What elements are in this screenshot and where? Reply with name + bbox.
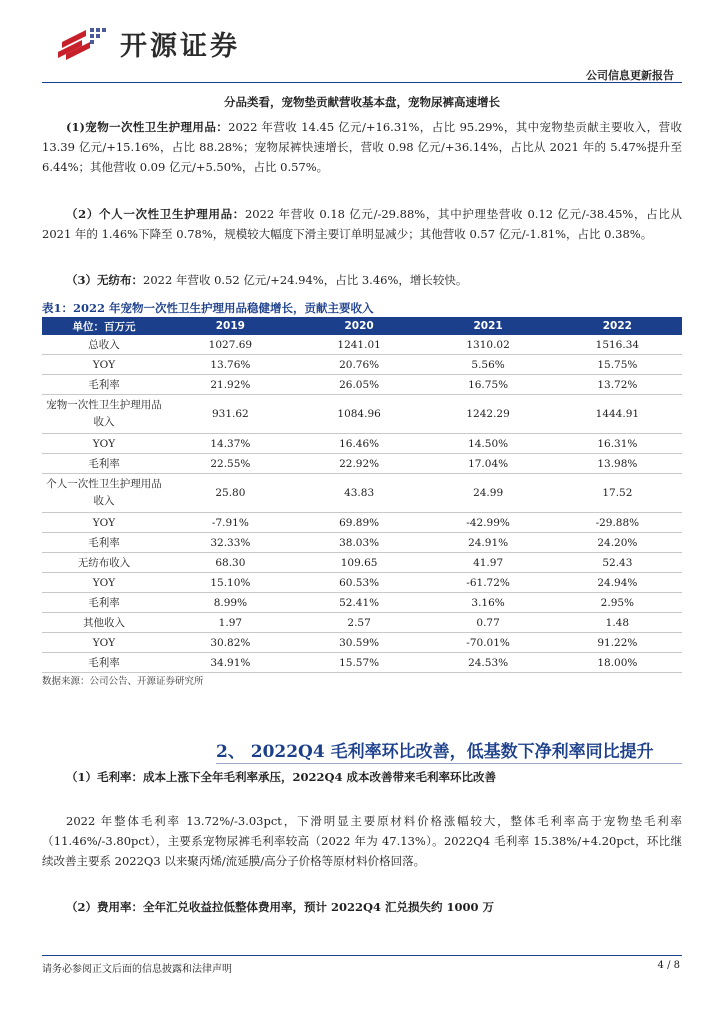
table-cell: 32.33% bbox=[166, 533, 295, 553]
row-label: YOY bbox=[42, 513, 166, 533]
table-cell: 931.62 bbox=[166, 395, 295, 434]
table-cell: 1444.91 bbox=[553, 395, 682, 434]
table-header-cell: 2021 bbox=[423, 317, 552, 335]
table-cell: 24.94% bbox=[553, 573, 682, 593]
table-cell: 1084.96 bbox=[295, 395, 424, 434]
table-cell: 24.91% bbox=[423, 533, 552, 553]
table-row bbox=[42, 375, 682, 395]
table-cell: 16.75% bbox=[423, 375, 552, 395]
table-cell: 52.41% bbox=[295, 593, 424, 613]
table-row bbox=[42, 454, 682, 474]
table-cell: 30.59% bbox=[295, 633, 424, 653]
row-label: 其他收入 bbox=[42, 613, 166, 633]
row-label: 毛利率 bbox=[42, 533, 166, 553]
company-name: 开源证券 bbox=[120, 31, 240, 62]
gross-margin-body: 2022 年整体毛利率 13.72%/-3.03pct，下滑明显主要原材料价格涨幅较大，整体毛利率高于宠物垫毛利率（11.46%/-3.80pct），主要系宠物尿裤毛利率较高（2022 年为 47.13%）。2022Q4 毛利率 15.38%/+4.20pct，环比继续改善主要系 2022Q3 以来聚丙烯/流延膜/高分子价格等原材料价格回落。 bbox=[42, 814, 682, 868]
row-label: 毛利率 bbox=[42, 593, 166, 613]
table-cell: 15.75% bbox=[553, 355, 682, 375]
table-cell: 38.03% bbox=[295, 533, 424, 553]
table-header-cell: 2022 bbox=[553, 317, 682, 335]
table-row bbox=[42, 613, 682, 633]
table-header-row bbox=[42, 317, 682, 335]
table-cell: 43.83 bbox=[295, 474, 424, 513]
intro-heading: 分品类看，宠物垫贡献营收基本盘，宠物尿裤高速增长 bbox=[224, 95, 500, 109]
table-row bbox=[42, 573, 682, 593]
table-cell: 18.00% bbox=[553, 653, 682, 673]
paragraph-text: 2022 年营收 0.18 亿元/-29.88%，其中护理垫营收 0.12 亿元/-38.45%，占比从 2021 年的 1.46%下降至 0.78%，规模较大幅度下滑主要订单明显减少；其他营收 0.57 亿元/-1.81%，占比 0.38%。 bbox=[42, 207, 682, 241]
table-cell: 69.89% bbox=[295, 513, 424, 533]
table-cell: 1241.01 bbox=[295, 335, 424, 355]
table-cell: -61.72% bbox=[423, 573, 552, 593]
table-cell: 24.20% bbox=[553, 533, 682, 553]
table-row bbox=[42, 533, 682, 553]
table-row bbox=[42, 553, 682, 573]
table-cell: 25.80 bbox=[166, 474, 295, 513]
revenue-table bbox=[42, 317, 682, 673]
table-cell: 14.37% bbox=[166, 434, 295, 454]
paragraph-personal-products bbox=[42, 204, 682, 244]
paragraph-nonwoven bbox=[42, 270, 682, 290]
table-cell: 17.52 bbox=[553, 474, 682, 513]
row-label: 毛利率 bbox=[42, 454, 166, 474]
table-header-cell: 2020 bbox=[295, 317, 424, 335]
subsection-expense-ratio: （2）费用率：全年汇兑收益拉低整体费用率，预计 2022Q4 汇兑损失约 1000 万 bbox=[66, 900, 495, 914]
table-cell: 15.57% bbox=[295, 653, 424, 673]
table-cell: 3.16% bbox=[423, 593, 552, 613]
table-row bbox=[42, 355, 682, 375]
row-label: 个人一次性卫生护理用品收入 bbox=[42, 474, 166, 513]
table-cell: 14.50% bbox=[423, 434, 552, 454]
table-row bbox=[42, 434, 682, 454]
table-cell: 8.99% bbox=[166, 593, 295, 613]
table-title: 表1：2022 年宠物一次性卫生护理用品稳健增长，贡献主要收入 bbox=[42, 301, 374, 315]
table-row bbox=[42, 593, 682, 613]
table-cell: 24.53% bbox=[423, 653, 552, 673]
section-divider bbox=[216, 763, 682, 764]
table-cell: 22.92% bbox=[295, 454, 424, 474]
logo-mark-icon bbox=[58, 30, 90, 60]
table-row bbox=[42, 395, 682, 434]
page-number: 4 / 8 bbox=[657, 960, 680, 971]
paragraph-text: 2022 年营收 0.52 亿元/+24.94%，占比 3.46%，增长较快。 bbox=[143, 273, 468, 287]
row-label: 宠物一次性卫生护理用品收入 bbox=[42, 395, 166, 434]
table-row bbox=[42, 513, 682, 533]
table-row bbox=[42, 633, 682, 653]
table-cell: 34.91% bbox=[166, 653, 295, 673]
header-divider bbox=[42, 82, 682, 83]
table-cell: 5.56% bbox=[423, 355, 552, 375]
section-title: 2、 2022Q4 毛利率环比改善，低基数下净利率同比提升 bbox=[216, 742, 654, 762]
row-label: 毛利率 bbox=[42, 375, 166, 395]
table-cell: -7.91% bbox=[166, 513, 295, 533]
table-cell: 1027.69 bbox=[166, 335, 295, 355]
report-type: 公司信息更新报告 bbox=[586, 69, 674, 82]
table-cell: 16.31% bbox=[553, 434, 682, 454]
row-label: YOY bbox=[42, 633, 166, 653]
table-cell: 13.98% bbox=[553, 454, 682, 474]
table-cell: 30.82% bbox=[166, 633, 295, 653]
table-cell: 91.22% bbox=[553, 633, 682, 653]
table-cell: -42.99% bbox=[423, 513, 552, 533]
table-cell: 52.43 bbox=[553, 553, 682, 573]
paragraph-label: （2）个人一次性卫生护理用品： bbox=[66, 207, 245, 221]
table-source: 数据来源：公司公告、开源证券研究所 bbox=[42, 676, 204, 687]
table-row bbox=[42, 335, 682, 355]
row-label: 毛利率 bbox=[42, 653, 166, 673]
footer-divider bbox=[42, 955, 682, 956]
table-cell: -70.01% bbox=[423, 633, 552, 653]
row-label: YOY bbox=[42, 434, 166, 454]
table-cell: 1.97 bbox=[166, 613, 295, 633]
table-cell: 13.72% bbox=[553, 375, 682, 395]
table-cell: 1516.34 bbox=[553, 335, 682, 355]
paragraph-text: 2022 年营收 14.45 亿元/+16.31%，占比 95.29%，其中宠物垫贡献主要收入，营收 13.39 亿元/+15.16%，占比 88.28%；宠物尿裤快速增长，营收 0.98 亿元/+36.14%，占比从 2021 年的 5.47%提升至 6.44%；其他营收 0.09 亿元/+5.50%，占比 0.57%。 bbox=[42, 120, 682, 174]
table-row bbox=[42, 653, 682, 673]
row-label: YOY bbox=[42, 355, 166, 375]
paragraph-label: (1)宠物一次性卫生护理用品： bbox=[66, 120, 229, 134]
table-cell: 20.76% bbox=[295, 355, 424, 375]
table-cell: 109.65 bbox=[295, 553, 424, 573]
table-cell: 22.55% bbox=[166, 454, 295, 474]
table-cell: 1.48 bbox=[553, 613, 682, 633]
table-cell: 1242.29 bbox=[423, 395, 552, 434]
table-cell: 21.92% bbox=[166, 375, 295, 395]
row-label: 无纺布收入 bbox=[42, 553, 166, 573]
table-cell: 17.04% bbox=[423, 454, 552, 474]
footer-disclaimer: 请务必参阅正文后面的信息披露和法律声明 bbox=[42, 964, 232, 975]
paragraph-pet-products bbox=[42, 117, 682, 177]
paragraph-label: （3）无纺布： bbox=[66, 273, 144, 287]
table-cell: 2.95% bbox=[553, 593, 682, 613]
table-cell: 68.30 bbox=[166, 553, 295, 573]
table-header-cell: 单位：百万元 bbox=[42, 317, 166, 335]
table-cell: 24.99 bbox=[423, 474, 552, 513]
table-cell: 26.05% bbox=[295, 375, 424, 395]
table-cell: -29.88% bbox=[553, 513, 682, 533]
table-header-cell: 2019 bbox=[166, 317, 295, 335]
subsection-gross-margin: （1）毛利率：成本上涨下全年毛利率承压，2022Q4 成本改善带来毛利率环比改善 bbox=[66, 770, 497, 784]
table-cell: 60.53% bbox=[295, 573, 424, 593]
table-cell: 0.77 bbox=[423, 613, 552, 633]
table-cell: 1310.02 bbox=[423, 335, 552, 355]
row-label: 总收入 bbox=[42, 335, 166, 355]
row-label: YOY bbox=[42, 573, 166, 593]
table-cell: 41.97 bbox=[423, 553, 552, 573]
table-row bbox=[42, 474, 682, 513]
table-cell: 13.76% bbox=[166, 355, 295, 375]
table-cell: 16.46% bbox=[295, 434, 424, 454]
table-cell: 15.10% bbox=[166, 573, 295, 593]
table-cell: 2.57 bbox=[295, 613, 424, 633]
